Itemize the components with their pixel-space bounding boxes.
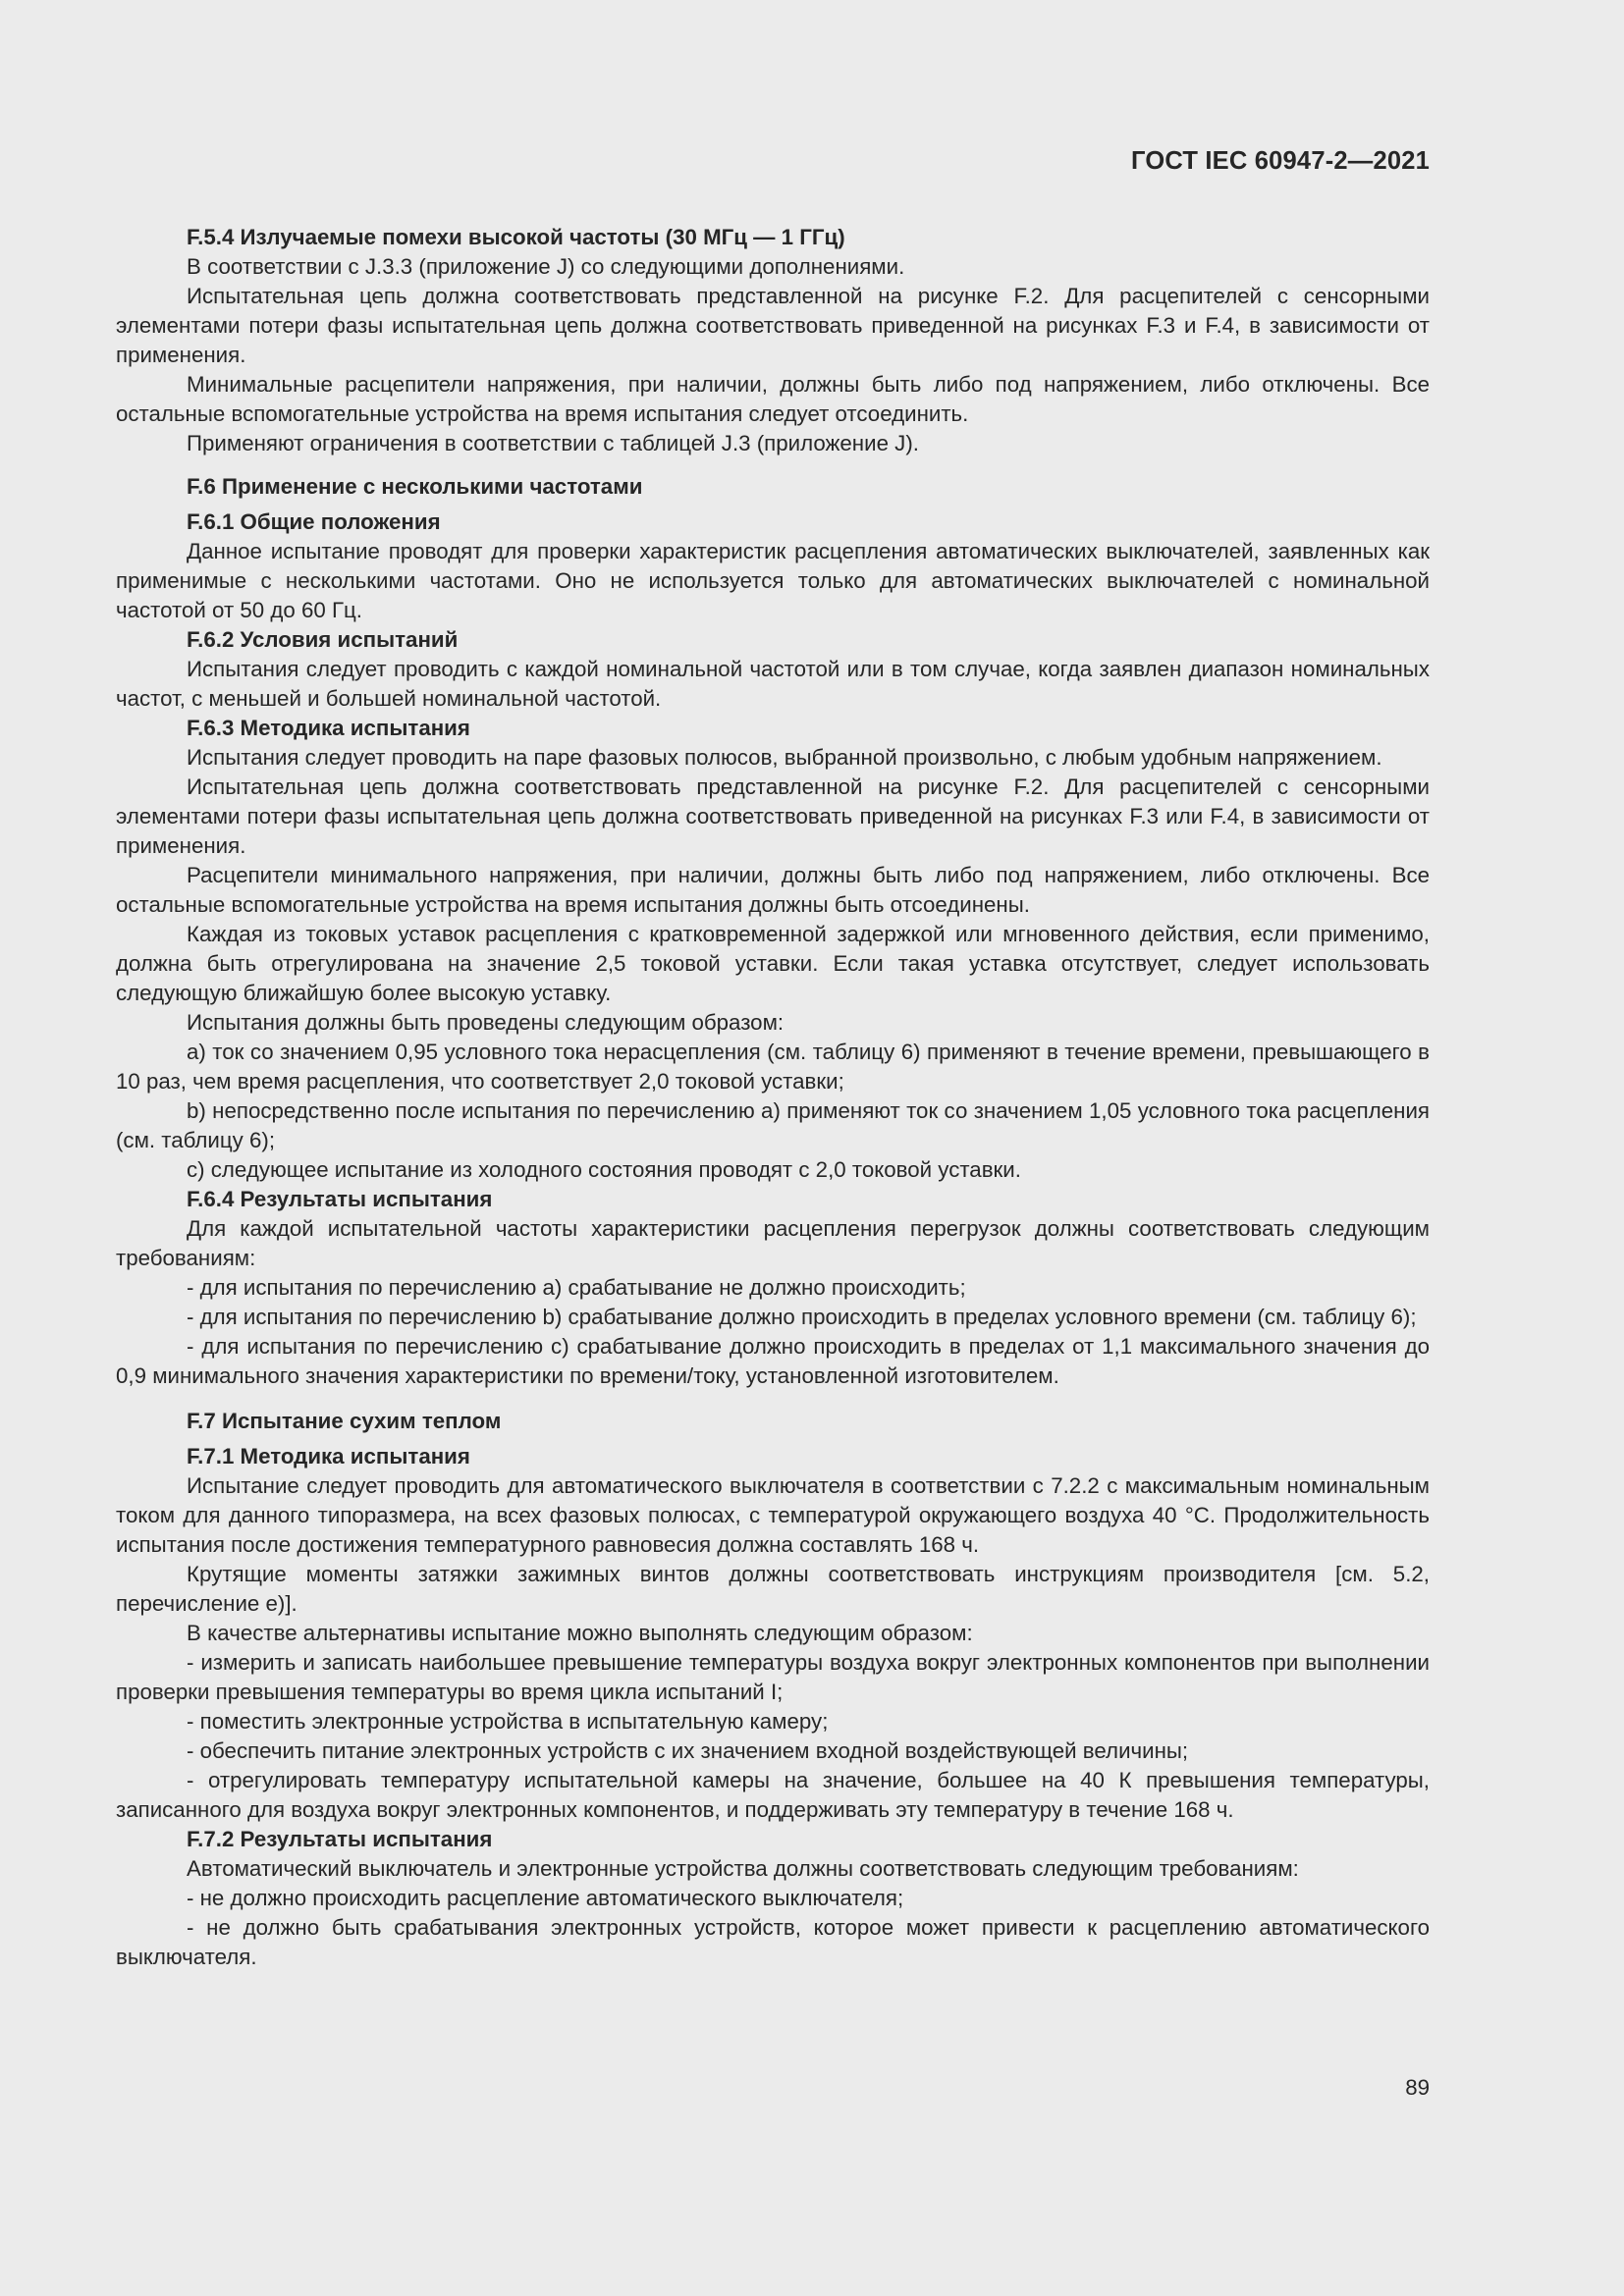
- paragraph: Данное испытание проводят для проверки характеристик расцепления автоматических выключателей, заявленных как применимые с несколькими частотами. Оно не используется только для автоматических выключателей с номинальной частотой от 50 до 60 Гц.: [116, 539, 1430, 622]
- heading-f-7-1: F.7.1 Методика испытания: [187, 1444, 470, 1468]
- list-item: a) ток со значением 0,95 условного тока нерасцепления (см. таблицу 6) применяют в течение времени, превышающего в 10 раз, чем время расцепления, что соответствует 2,0 токовой уставки;: [116, 1040, 1430, 1094]
- heading-f-6-3: F.6.3 Методика испытания: [187, 716, 470, 740]
- list-item: - отрегулировать температуру испытательной камеры на значение, большее на 40 К превышения температуры, записанного для воздуха вокруг электронных компонентов, и поддерживать эту температуру в течение 168 ч.: [116, 1768, 1430, 1822]
- list-item: c) следующее испытание из холодного состояния проводят с 2,0 токовой уставки.: [187, 1157, 1021, 1182]
- heading-f-7: F.7 Испытание сухим теплом: [187, 1409, 502, 1433]
- heading-f-7-2: F.7.2 Результаты испытания: [187, 1827, 493, 1851]
- paragraph: Каждая из токовых уставок расцепления с кратковременной задержкой или мгновенного действия, если применимо, должна быть отрегулирована на значение 2,5 токовой уставки. Если такая уставка отсутствует, следует использовать следующую ближайшую более высокую уставку.: [116, 922, 1430, 1005]
- list-item: - для испытания по перечислению c) срабатывание должно происходить в пределах от 1,1 максимального значения до 0,9 минимального значения характеристики по времени/току, установленной изготовителем.: [116, 1334, 1430, 1388]
- paragraph: Крутящие моменты затяжки зажимных винтов должны соответствовать инструкциям производителя [см. 5.2, перечисление e)].: [116, 1562, 1430, 1616]
- paragraph: Минимальные расцепители напряжения, при наличии, должны быть либо под напряжением, либо отключены. Все остальные вспомогательные устройства на время испытания следует отсоединить.: [116, 372, 1430, 426]
- list-item: - не должно быть срабатывания электронных устройств, которое может привести к расцеплению автоматического выключателя.: [116, 1915, 1430, 1969]
- list-item: - поместить электронные устройства в испытательную камеру;: [187, 1709, 829, 1734]
- paragraph: Испытания следует проводить на паре фазовых полюсов, выбранной произвольно, с любым удобным напряжением.: [187, 745, 1382, 770]
- heading-f-6-2: F.6.2 Условия испытаний: [187, 627, 459, 652]
- document-code: ГОСТ IEC 60947-2—2021: [1131, 147, 1430, 175]
- list-item: - для испытания по перечислению a) срабатывание не должно происходить;: [187, 1275, 966, 1300]
- paragraph: Испытательная цепь должна соответствовать представленной на рисунке F.2. Для расцепителей с сенсорными элементами потери фазы испытательная цепь должна соответствовать приведенной на рисунках F.3 и F.4, в зависимости от применения.: [116, 284, 1430, 367]
- paragraph: В соответствии с J.3.3 (приложение J) со следующими дополнениями.: [187, 254, 905, 279]
- heading-f-6-1: F.6.1 Общие положения: [187, 509, 441, 534]
- document-body: [116, 223, 1430, 1972]
- list-item: - обеспечить питание электронных устройств с их значением входной воздействующей величины;: [187, 1738, 1189, 1763]
- paragraph: Для каждой испытательной частоты характеристики расцепления перегрузок должны соответствовать следующим требованиям:: [116, 1216, 1430, 1270]
- document-page: [116, 0, 1430, 2296]
- paragraph: Испытательная цепь должна соответствовать представленной на рисунке F.2. Для расцепителей с сенсорными элементами потери фазы испытательная цепь должна соответствовать приведенной на рисунках F.3 или F.4, в зависимости от применения.: [116, 774, 1430, 858]
- paragraph: Расцепители минимального напряжения, при наличии, должны быть либо под напряжением, либо отключены. Все остальные вспомогательные устройства на время испытания должны быть отсоединены.: [116, 863, 1430, 917]
- heading-f-6-4: F.6.4 Результаты испытания: [187, 1187, 493, 1211]
- list-item: b) непосредственно после испытания по перечислению a) применяют ток со значением 1,05 условного тока расцепления (см. таблицу 6);: [116, 1098, 1430, 1152]
- heading-f-5-4: F.5.4 Излучаемые помехи высокой частоты (30 МГц — 1 ГГц): [187, 225, 845, 249]
- paragraph: Испытания следует проводить с каждой номинальной частотой или в том случае, когда заявлен диапазон номинальных частот, с меньшей и большей номинальной частотой.: [116, 657, 1430, 711]
- paragraph: Применяют ограничения в соответствии с таблицей J.3 (приложение J).: [187, 431, 919, 455]
- list-item: - не должно происходить расцепление автоматического выключателя;: [187, 1886, 904, 1910]
- page-number: 89: [1405, 2075, 1430, 2100]
- paragraph: Испытания должны быть проведены следующим образом:: [187, 1010, 785, 1035]
- heading-f-6: F.6 Применение с несколькими частотами: [187, 474, 643, 499]
- paragraph: Автоматический выключатель и электронные устройства должны соответствовать следующим требованиям:: [187, 1856, 1299, 1881]
- list-item: - для испытания по перечислению b) срабатывание должно происходить в пределах условного времени (см. таблицу 6);: [187, 1305, 1417, 1329]
- paragraph: В качестве альтернативы испытание можно выполнять следующим образом:: [187, 1621, 973, 1645]
- paragraph: Испытание следует проводить для автоматического выключателя в соответствии с 7.2.2 с максимальным номинальным током для данного типоразмера, на всех фазовых полюсах, с температурой окружающего воздуха 40 °С. Продолжительность испытания после достижения температурного равновесия должна составлять 168 ч.: [116, 1473, 1430, 1557]
- list-item: - измерить и записать наибольшее превышение температуры воздуха вокруг электронных компонентов при выполнении проверки превышения температуры во время цикла испытаний I;: [116, 1650, 1430, 1704]
